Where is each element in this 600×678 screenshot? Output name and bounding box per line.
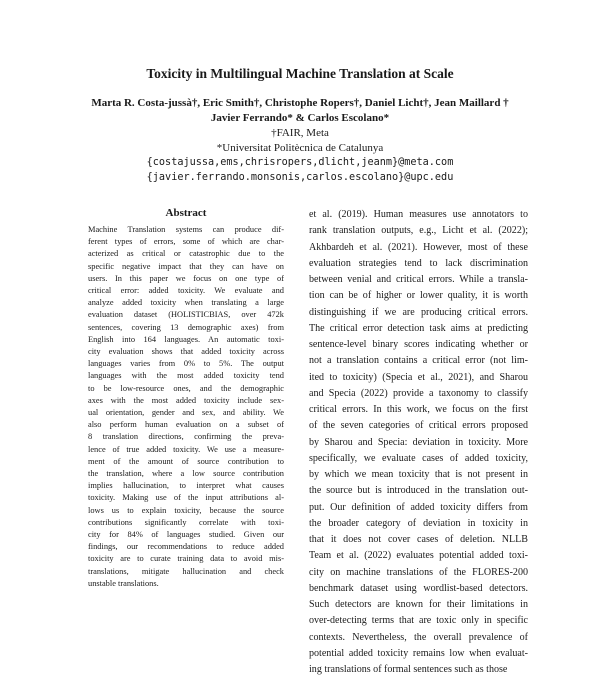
- right-column-line: over-detecting terms that are toxic only in specific: [309, 615, 528, 627]
- right-column-line: sentence-level binary scores indicating whether or: [309, 339, 528, 350]
- right-column-line: city on machine translations of the FLORES-200: [309, 566, 528, 578]
- abstract-line: unstable translations.: [88, 578, 159, 588]
- right-column-line: Akhbardeh et al. (2021). However, most of these: [309, 241, 528, 253]
- right-column-body: [309, 207, 528, 678]
- right-column-line: by Sharou and Specia: deviation in toxicity. More: [309, 436, 528, 448]
- abstract-line: Machine Translation systems can produce dif-: [88, 225, 284, 234]
- abstract-line: city evaluation shows that added toxicity across: [88, 347, 284, 357]
- abstract-line: sentences, covering 13 demographic axes) from: [88, 322, 284, 332]
- right-column-line: by which we mean toxicity that is not present in: [309, 469, 528, 480]
- affiliation-upc: *Universitat Politècnica de Catalunya: [216, 142, 384, 154]
- right-column-line: the broader category of deviation in toxicity in: [309, 517, 528, 529]
- right-column-line: benchmark dataset using wordlist-based detectors.: [309, 582, 528, 594]
- abstract-line: the translation, where a low source contribution: [88, 469, 284, 479]
- right-column-line: rank translation outputs, e.g., Licht et al. (2022);: [309, 225, 528, 237]
- abstract-line: 8 translation directions, confirming the preva-: [88, 432, 284, 442]
- author-list: [40, 96, 560, 126]
- abstract-line: users. In this paper we focus on one type of: [88, 273, 284, 283]
- affiliation-fair: †FAIR, Meta: [271, 127, 329, 139]
- abstract-line: city for 84% of languages studied. Given our: [88, 530, 284, 540]
- abstract-line: specific negative impact that they can have on: [88, 261, 284, 271]
- abstract-line: toxicity. Making use of the input attributions al-: [88, 493, 284, 503]
- abstract-line: translations, mitigate hallucination and check: [88, 566, 284, 576]
- abstract-line: ment of the amount of source contribution to: [88, 456, 284, 466]
- right-column-line: tion can be of higher or lower quality, it is worth: [309, 290, 528, 302]
- right-column-line: the source but is introduced in the translation out-: [309, 485, 528, 497]
- right-column-line: potential added toxicity remains low when evaluat-: [309, 647, 528, 659]
- abstract-line: findings, our recommendations to reduce added: [88, 542, 284, 552]
- abstract-line: ual orientation, gender and sex, and ability. We: [88, 408, 284, 418]
- right-column-line: ing translations of formal sentences such as those: [309, 664, 508, 675]
- author-line-2: Javier Ferrando* & Carlos Escolano*: [210, 112, 390, 124]
- abstract-heading: Abstract: [165, 207, 207, 219]
- email-meta: {costajussa,ems,chrisropers,dlicht,jeanm}@meta.com: [146, 157, 454, 168]
- abstract-line: analyze added toxicity when translating a large: [88, 298, 284, 308]
- right-column-line: that it does not cover cases of deletion. NLLB: [309, 534, 528, 545]
- right-column-line: not a translation contains a critical error (not lim-: [309, 355, 528, 367]
- right-column-line: The critical error detection task aims at predicting: [309, 322, 528, 334]
- abstract-line: critical error: added toxicity. We evaluate and: [88, 286, 284, 296]
- right-column-line: distinguishing if we are producing critical errors.: [309, 306, 528, 318]
- right-column-line: specifically, we evaluate cases of added toxicity,: [309, 452, 528, 464]
- right-column-line: Such detectors are known for their limitations in: [309, 599, 528, 610]
- abstract-body: [88, 224, 284, 590]
- right-column-line: Team et al. (2022) evaluates potential added toxi-: [309, 550, 528, 562]
- abstract-line: acterized as critical or catastrophic due to the: [88, 249, 284, 259]
- author-line-1: Marta R. Costa-jussà†, Eric Smith†, Christophe Ropers†, Daniel Licht†, Jean Maillard †: [91, 97, 509, 109]
- abstract-line: lence of true added toxicity. We use a measure-: [88, 444, 284, 454]
- abstract-line: lows us to explain toxicity, because the source: [88, 505, 284, 515]
- right-column-line: of the seven categories of critical errors proposed: [309, 420, 528, 432]
- right-column-line: between venial and critical errors. While a transla-: [309, 274, 528, 285]
- abstract-line: toxicity are to curate training data to avoid mis-: [88, 554, 284, 564]
- right-column-line: evaluation strategies tend to lack discrimination: [309, 257, 528, 269]
- paper-title: Toxicity in Multilingual Machine Translation at Scale: [146, 66, 454, 81]
- abstract-line: axes with the most added toxicity include sex-: [88, 395, 284, 405]
- abstract-line: implies hallucination, to interpret what causes: [88, 481, 284, 491]
- abstract-line: ferent types of errors, some of which are char-: [88, 237, 284, 247]
- email-upc: {javier.ferrando.monsonis,carlos.escolano}@upc.edu: [146, 172, 454, 183]
- right-column-line: put. Our definition of added toxicity differs from: [309, 501, 528, 513]
- abstract-line: contributions significantly correlate with toxi-: [88, 517, 284, 527]
- right-column-line: critical errors. In this work, we focus on the first: [309, 404, 528, 415]
- abstract-line: evaluation dataset (HOLISTICBIAS, over 472k: [88, 310, 284, 320]
- abstract-line: languages with the most added toxicity tend: [88, 371, 284, 381]
- abstract-line: also perform human evaluation on a subset of: [88, 420, 284, 430]
- abstract-line: to be low-resource ones, and the demographic: [88, 383, 284, 393]
- abstract-line: English into 164 languages. An automatic toxi-: [88, 334, 284, 344]
- right-column-line: ited to toxicity) (Specia et al., 2021), and Sharou: [309, 371, 528, 383]
- right-column-line: and Specia (2022) provide a taxonomy to classify: [309, 387, 528, 399]
- abstract-line: languages varies from 0% to 5%. The output: [88, 359, 284, 369]
- right-column-line: contexts. Nevertheless, the overall prevalence of: [309, 631, 528, 643]
- right-column-line: et al. (2019). Human measures use annotators to: [309, 209, 528, 220]
